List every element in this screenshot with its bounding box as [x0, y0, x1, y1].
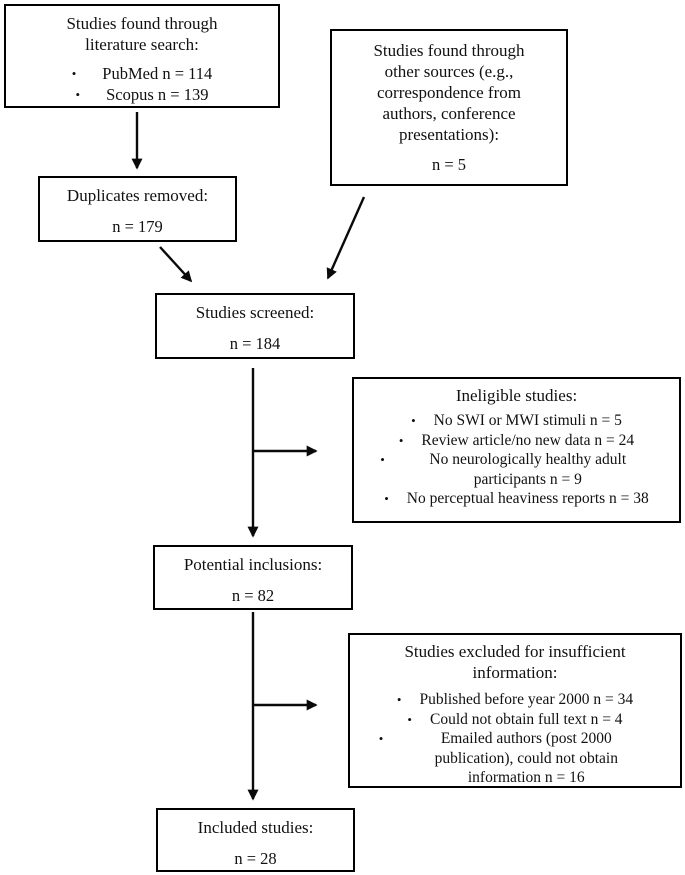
box-title: Duplicates removed: [66, 186, 209, 205]
box-other-sources [330, 29, 568, 186]
bullet-text: No neurologically healthy adult participants n = 9 [429, 451, 627, 488]
bullet-item [379, 710, 652, 730]
bullet-marker: • [380, 452, 385, 468]
box-studies-screened [155, 293, 355, 359]
bullet-item [72, 85, 213, 106]
bullet-text: PubMed n = 114 [102, 64, 213, 84]
bullet-item [72, 64, 213, 85]
bullet-item [380, 450, 653, 489]
bullet-text: No perceptual heaviness reports n = 38 [406, 490, 649, 508]
box-ineligible-studies [352, 377, 681, 523]
box-title: Included studies: [197, 818, 314, 837]
bullet-text: Published before year 2000 n = 34 [419, 691, 634, 709]
box-included-studies [156, 808, 355, 872]
box-excluded-insufficient-info [348, 633, 682, 788]
box-title: Studies found through other sources (e.g., correspondence from authors, conference presentations): [373, 41, 525, 145]
box-title: Studies found through literature search: [66, 14, 218, 55]
box-title: Potential inclusions: [183, 555, 323, 574]
arrow-duplicates-to-screened [160, 247, 191, 281]
bullet-marker: • [378, 731, 384, 747]
bullet-item [380, 431, 653, 451]
bullet-list [380, 411, 653, 509]
bullet-marker: • [396, 692, 402, 708]
box-duplicates-removed [38, 176, 237, 242]
bullet-text: Scopus n = 139 [106, 84, 209, 104]
bullet-text: Emailed authors (post 2000 publication), could not obtain information n = 16 [434, 730, 618, 787]
box-title: Studies screened: [195, 303, 315, 322]
bullet-item [379, 729, 652, 788]
box-count: n = 179 [112, 217, 163, 237]
bullet-text: No SWI or MWI stimuli n = 5 [433, 412, 622, 430]
bullet-item [380, 489, 653, 509]
bullet-list [379, 690, 652, 788]
box-title: Studies excluded for insufficient information: [404, 642, 626, 683]
box-count: n = 184 [229, 334, 281, 354]
bullet-marker: • [71, 66, 77, 82]
bullet-list [72, 64, 213, 105]
bullet-text: Review article/no new data n = 24 [421, 431, 635, 449]
box-potential-inclusions [153, 545, 353, 610]
bullet-marker: • [398, 432, 404, 448]
arrow-other-sources-to-screened [328, 197, 364, 278]
bullet-marker: • [407, 711, 412, 727]
bullet-item [379, 690, 652, 710]
box-literature-search [4, 4, 280, 108]
bullet-marker: • [384, 491, 389, 507]
bullet-marker: • [411, 413, 416, 429]
bullet-marker: • [75, 86, 81, 102]
bullet-item [380, 411, 653, 431]
bullet-text: Could not obtain full text n = 4 [429, 710, 623, 728]
box-count: n = 28 [234, 849, 277, 869]
box-count: n = 82 [231, 586, 275, 606]
box-count: n = 5 [431, 155, 467, 175]
box-title: Ineligible studies: [455, 386, 578, 405]
